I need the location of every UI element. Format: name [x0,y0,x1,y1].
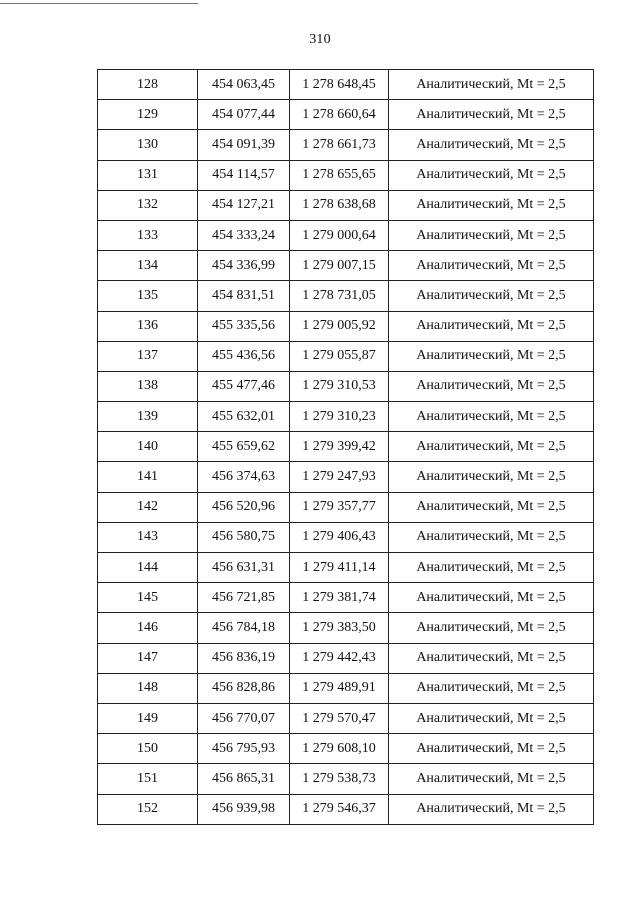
x-coordinate-cell: 456 721,85 [198,583,290,613]
point-number-cell: 139 [98,402,198,432]
method-cell: Аналитический, Mt = 2,5 [389,220,594,250]
coordinates-table-body [98,70,594,825]
x-coordinate-cell: 455 335,56 [198,311,290,341]
x-coordinate-cell: 455 659,62 [198,432,290,462]
table-row [98,371,594,401]
method-cell: Аналитический, Mt = 2,5 [389,643,594,673]
method-cell: Аналитический, Mt = 2,5 [389,70,594,100]
table-row [98,341,594,371]
method-cell: Аналитический, Mt = 2,5 [389,583,594,613]
y-coordinate-cell: 1 279 570,47 [290,703,389,733]
x-coordinate-cell: 454 077,44 [198,100,290,130]
point-number-cell: 141 [98,462,198,492]
y-coordinate-cell: 1 279 007,15 [290,251,389,281]
x-coordinate-cell: 454 333,24 [198,220,290,250]
table-row [98,100,594,130]
x-coordinate-cell: 454 336,99 [198,251,290,281]
table-row [98,522,594,552]
table-row [98,673,594,703]
y-coordinate-cell: 1 278 731,05 [290,281,389,311]
y-coordinate-cell: 1 278 661,73 [290,130,389,160]
method-cell: Аналитический, Mt = 2,5 [389,130,594,160]
method-cell: Аналитический, Mt = 2,5 [389,371,594,401]
x-coordinate-cell: 456 374,63 [198,462,290,492]
point-number-cell: 152 [98,794,198,824]
method-cell: Аналитический, Mt = 2,5 [389,553,594,583]
method-cell: Аналитический, Mt = 2,5 [389,190,594,220]
table-row [98,432,594,462]
method-cell: Аналитический, Mt = 2,5 [389,341,594,371]
point-number-cell: 130 [98,130,198,160]
y-coordinate-cell: 1 279 406,43 [290,522,389,552]
point-number-cell: 142 [98,492,198,522]
method-cell: Аналитический, Mt = 2,5 [389,794,594,824]
y-coordinate-cell: 1 279 005,92 [290,311,389,341]
coordinates-table [97,69,594,825]
table-row [98,130,594,160]
x-coordinate-cell: 456 784,18 [198,613,290,643]
x-coordinate-cell: 455 436,56 [198,341,290,371]
point-number-cell: 137 [98,341,198,371]
x-coordinate-cell: 456 580,75 [198,522,290,552]
table-row [98,764,594,794]
x-coordinate-cell: 454 063,45 [198,70,290,100]
y-coordinate-cell: 1 278 638,68 [290,190,389,220]
method-cell: Аналитический, Mt = 2,5 [389,734,594,764]
table-row [98,251,594,281]
table-row [98,794,594,824]
table-row [98,553,594,583]
table-row [98,281,594,311]
point-number-cell: 149 [98,703,198,733]
table-row [98,160,594,190]
method-cell: Аналитический, Mt = 2,5 [389,764,594,794]
x-coordinate-cell: 456 939,98 [198,794,290,824]
x-coordinate-cell: 456 865,31 [198,764,290,794]
table-row [98,220,594,250]
method-cell: Аналитический, Mt = 2,5 [389,703,594,733]
table-row [98,703,594,733]
point-number-cell: 143 [98,522,198,552]
y-coordinate-cell: 1 279 357,77 [290,492,389,522]
table-row [98,734,594,764]
method-cell: Аналитический, Mt = 2,5 [389,311,594,341]
method-cell: Аналитический, Mt = 2,5 [389,160,594,190]
point-number-cell: 144 [98,553,198,583]
x-coordinate-cell: 456 836,19 [198,643,290,673]
method-cell: Аналитический, Mt = 2,5 [389,100,594,130]
x-coordinate-cell: 454 831,51 [198,281,290,311]
method-cell: Аналитический, Mt = 2,5 [389,673,594,703]
point-number-cell: 133 [98,220,198,250]
x-coordinate-cell: 456 631,31 [198,553,290,583]
x-coordinate-cell: 454 127,21 [198,190,290,220]
top-rule [0,3,198,4]
point-number-cell: 136 [98,311,198,341]
y-coordinate-cell: 1 278 648,45 [290,70,389,100]
table-row [98,643,594,673]
point-number-cell: 146 [98,613,198,643]
y-coordinate-cell: 1 279 055,87 [290,341,389,371]
point-number-cell: 128 [98,70,198,100]
table-row [98,583,594,613]
x-coordinate-cell: 454 091,39 [198,130,290,160]
method-cell: Аналитический, Mt = 2,5 [389,402,594,432]
table-row [98,462,594,492]
method-cell: Аналитический, Mt = 2,5 [389,432,594,462]
table-row [98,402,594,432]
point-number-cell: 129 [98,100,198,130]
x-coordinate-cell: 456 795,93 [198,734,290,764]
x-coordinate-cell: 456 828,86 [198,673,290,703]
table-row [98,613,594,643]
table-row [98,492,594,522]
x-coordinate-cell: 455 632,01 [198,402,290,432]
y-coordinate-cell: 1 279 489,91 [290,673,389,703]
point-number-cell: 131 [98,160,198,190]
point-number-cell: 147 [98,643,198,673]
y-coordinate-cell: 1 279 442,43 [290,643,389,673]
point-number-cell: 140 [98,432,198,462]
method-cell: Аналитический, Mt = 2,5 [389,462,594,492]
method-cell: Аналитический, Mt = 2,5 [389,613,594,643]
y-coordinate-cell: 1 279 310,53 [290,371,389,401]
method-cell: Аналитический, Mt = 2,5 [389,492,594,522]
y-coordinate-cell: 1 279 608,10 [290,734,389,764]
table-row [98,190,594,220]
y-coordinate-cell: 1 279 381,74 [290,583,389,613]
y-coordinate-cell: 1 279 383,50 [290,613,389,643]
point-number-cell: 145 [98,583,198,613]
table-row [98,70,594,100]
y-coordinate-cell: 1 278 655,65 [290,160,389,190]
y-coordinate-cell: 1 279 310,23 [290,402,389,432]
method-cell: Аналитический, Mt = 2,5 [389,522,594,552]
method-cell: Аналитический, Mt = 2,5 [389,251,594,281]
x-coordinate-cell: 456 520,96 [198,492,290,522]
page-number: 310 [309,32,331,47]
method-cell: Аналитический, Mt = 2,5 [389,281,594,311]
point-number-cell: 148 [98,673,198,703]
y-coordinate-cell: 1 279 000,64 [290,220,389,250]
y-coordinate-cell: 1 279 399,42 [290,432,389,462]
y-coordinate-cell: 1 279 411,14 [290,553,389,583]
point-number-cell: 151 [98,764,198,794]
point-number-cell: 132 [98,190,198,220]
point-number-cell: 135 [98,281,198,311]
x-coordinate-cell: 455 477,46 [198,371,290,401]
y-coordinate-cell: 1 278 660,64 [290,100,389,130]
y-coordinate-cell: 1 279 247,93 [290,462,389,492]
point-number-cell: 138 [98,371,198,401]
x-coordinate-cell: 454 114,57 [198,160,290,190]
y-coordinate-cell: 1 279 538,73 [290,764,389,794]
point-number-cell: 150 [98,734,198,764]
y-coordinate-cell: 1 279 546,37 [290,794,389,824]
table-row [98,311,594,341]
x-coordinate-cell: 456 770,07 [198,703,290,733]
point-number-cell: 134 [98,251,198,281]
